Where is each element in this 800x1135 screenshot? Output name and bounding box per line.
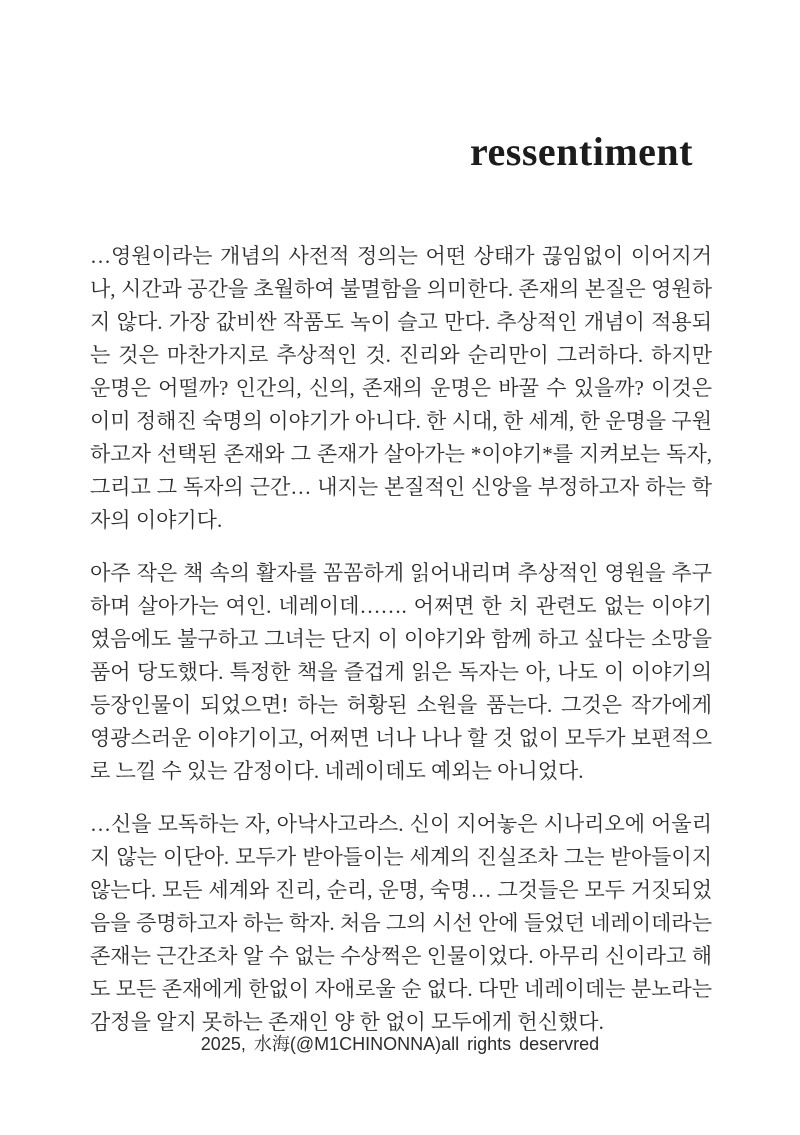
page-title: ressentiment (470, 129, 693, 174)
footer-credit: 2025, 水海(@M1CHINONNA)all rights deservred (200, 1034, 600, 1054)
body-paragraph-3: …신을 모독하는 자, 아낙사고라스. 신이 지어놓은 시나리오에 어울리지 않는 이단아. 모두가 받아들이는 세계의 진실조차 그는 받아들이지 않는다. 모든 세계와 진리, 순리, 운명, 숙명… 그것들은 모두 거짓되었음을 증명하고자 하는 학자. 처음 그의 시선 안에 들었던 네레이데라는 존재는 근간조차 알 수 없는 수상쩍은 인물이었다. 아무리 신이라고 해도 모든 존재에게 한없이 자애로울 순 없다. 다만 네레이데는 분노라는 감정을 알지 못하는 존재인 양 한 없이 모두에게 헌신했다. (90, 812, 712, 1034)
body-paragraph-1: …영원이라는 개념의 사전적 정의는 어떤 상태가 끊임없이 이어지거나, 시간과 공간을 초월하여 불멸함을 의미한다. 존재의 본질은 영원하지 않다. 가장 값비싼 작품도 녹이 슬고 만다. 추상적인 개념이 적용되는 것은 마찬가지로 추상적인 것. 진리와 순리만이 그러하다. 하지만 운명은 어떨까? 인간의, 신의, 존재의 운명은 바꿀 수 있을까? 이것은 이미 정해진 숙명의 이야기가 아니다. 한 시대, 한 세계, 한 운명을 구원하고자 선택된 존재와 그 존재가 살아가는 *이야기*를 지켜보는 독자, 그리고 그 독자의 근간… 내지는 본질적인 신앙을 부정하고자 하는 학자의 이야기다. (90, 244, 712, 532)
body-paragraph-2: 아주 작은 책 속의 활자를 꼼꼼하게 읽어내리며 추상적인 영원을 추구하며 살아가는 여인. 네레이데……. 어쩌면 한 치 관련도 없는 이야기였음에도 불구하고 그녀는 단지 이 이야기와 함께 하고 싶다는 소망을 품어 당도했다. 특정한 책을 즐겁게 읽은 독자는 아, 나도 이 이야기의 등장인물이 되었으면! 하는 허황된 소원을 품는다. 그것은 작가에게 영광스러운 이야기이고, 어쩌면 너나 나나 할 것 없이 모두가 보편적으로 느낄 수 있는 감정이다. 네레이데도 예외는 아니었다. (90, 561, 712, 783)
document-body (90, 240, 712, 1039)
